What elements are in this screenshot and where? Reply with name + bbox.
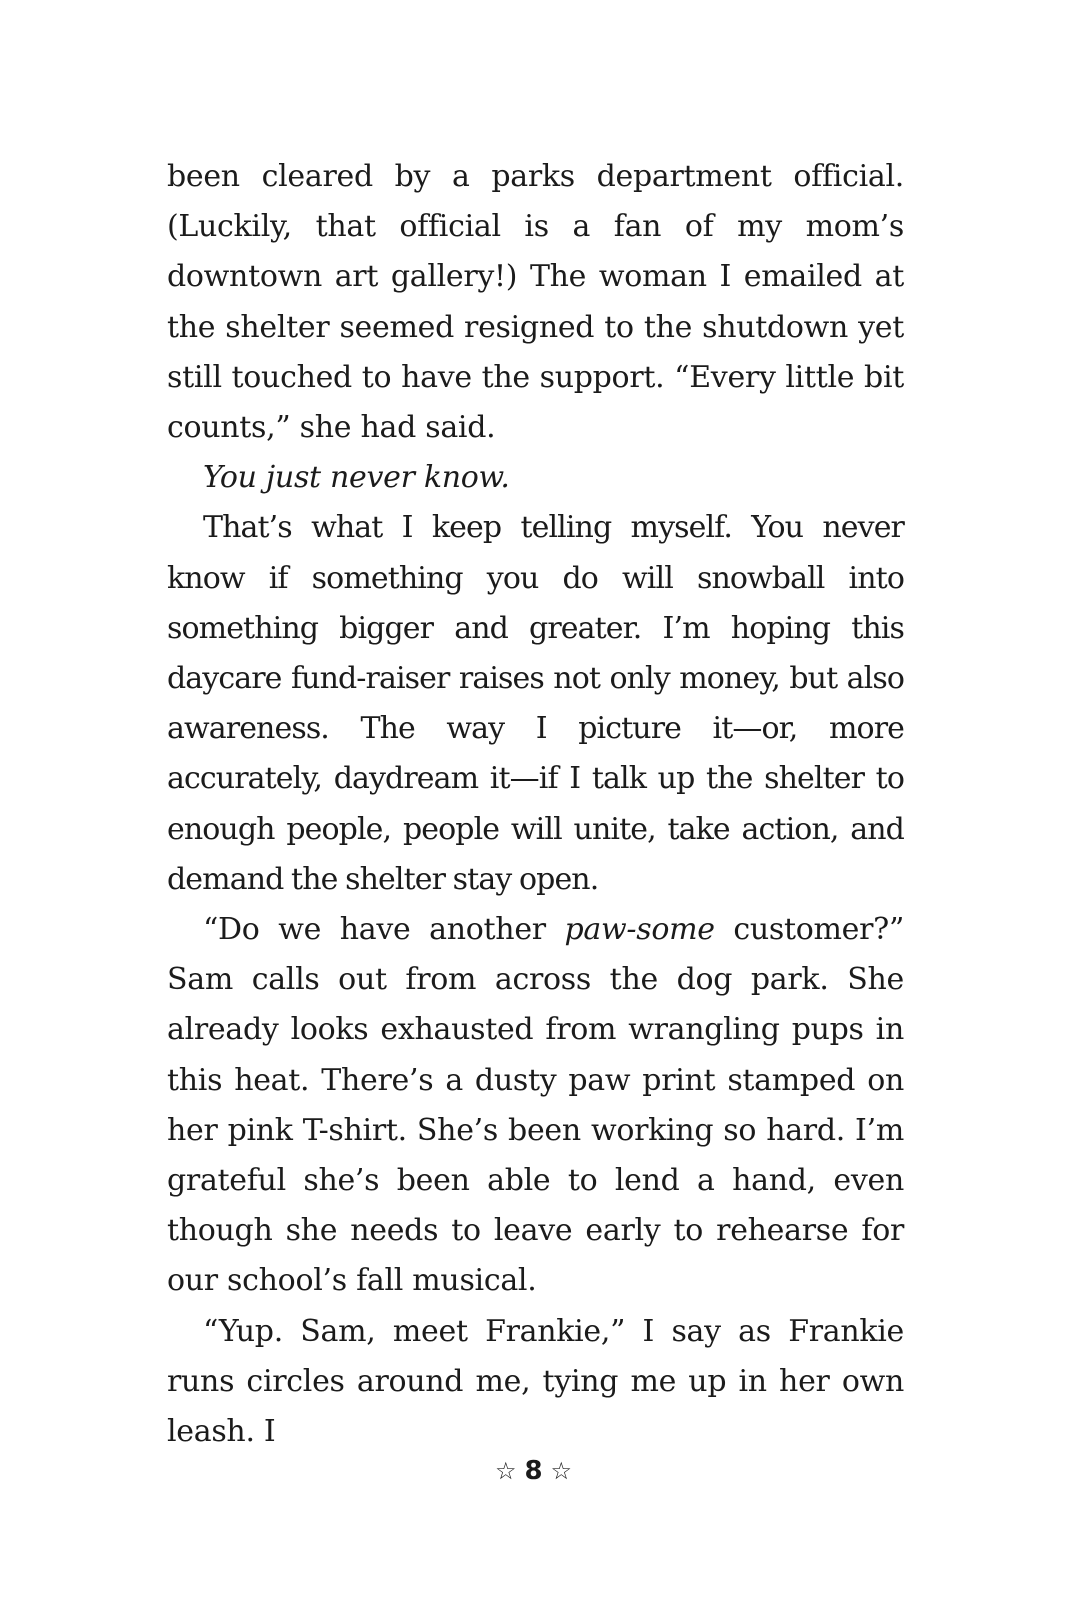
paragraph-1-text: been cleared by a parks department official. (Luckily, that official is a fan of my mom’s downtown art gallery!) The woman I emailed at the shelter seemed resigned to the shutdown yet still touched to have the support. “Every little bit counts,” she had said. [167,159,904,446]
paragraph-5 [167,1307,904,1458]
paragraph-3 [167,503,904,905]
page-footer [0,1452,1067,1489]
body-text [167,152,904,1457]
paragraph-1 [167,152,904,453]
star-left-icon: ☆ [494,1457,517,1485]
paragraph-3-text: That’s what I keep telling myself. You never know if something you do will snowball into something bigger and greater. I’m hoping this daycare fund-raiser raises not only money, but also awareness. The way I picture it—or, more accurately, daydream it—if I talk up the shelter to enough people, people will unite, take action, and demand the shelter stay open. [167,510,904,897]
paragraph-4-italic-word: paw-some [564,912,715,948]
paragraph-4 [167,905,904,1307]
paragraph-4-text-end: customer?” Sam calls out from across the dog park. She already looks exhausted from wrangling pups in this heat. There’s a dusty paw print stamped on her pink T-shirt. She’s been working so hard. I’m grateful she’s been able to lend a hand, even though she needs to leave early to rehearse for our school’s fall musical. [167,912,904,1299]
page-number: 8 [524,1456,543,1486]
paragraph-4-text-start: “Do we have another [203,912,565,948]
paragraph-2 [167,453,904,503]
star-right-icon: ☆ [550,1457,573,1485]
paragraph-2-italic-text: You just never know. [203,460,510,496]
paragraph-5-text: “Yup. Sam, meet Frankie,” I say as Frankie runs circles around me, tying me up in her own leash. I [167,1313,904,1450]
